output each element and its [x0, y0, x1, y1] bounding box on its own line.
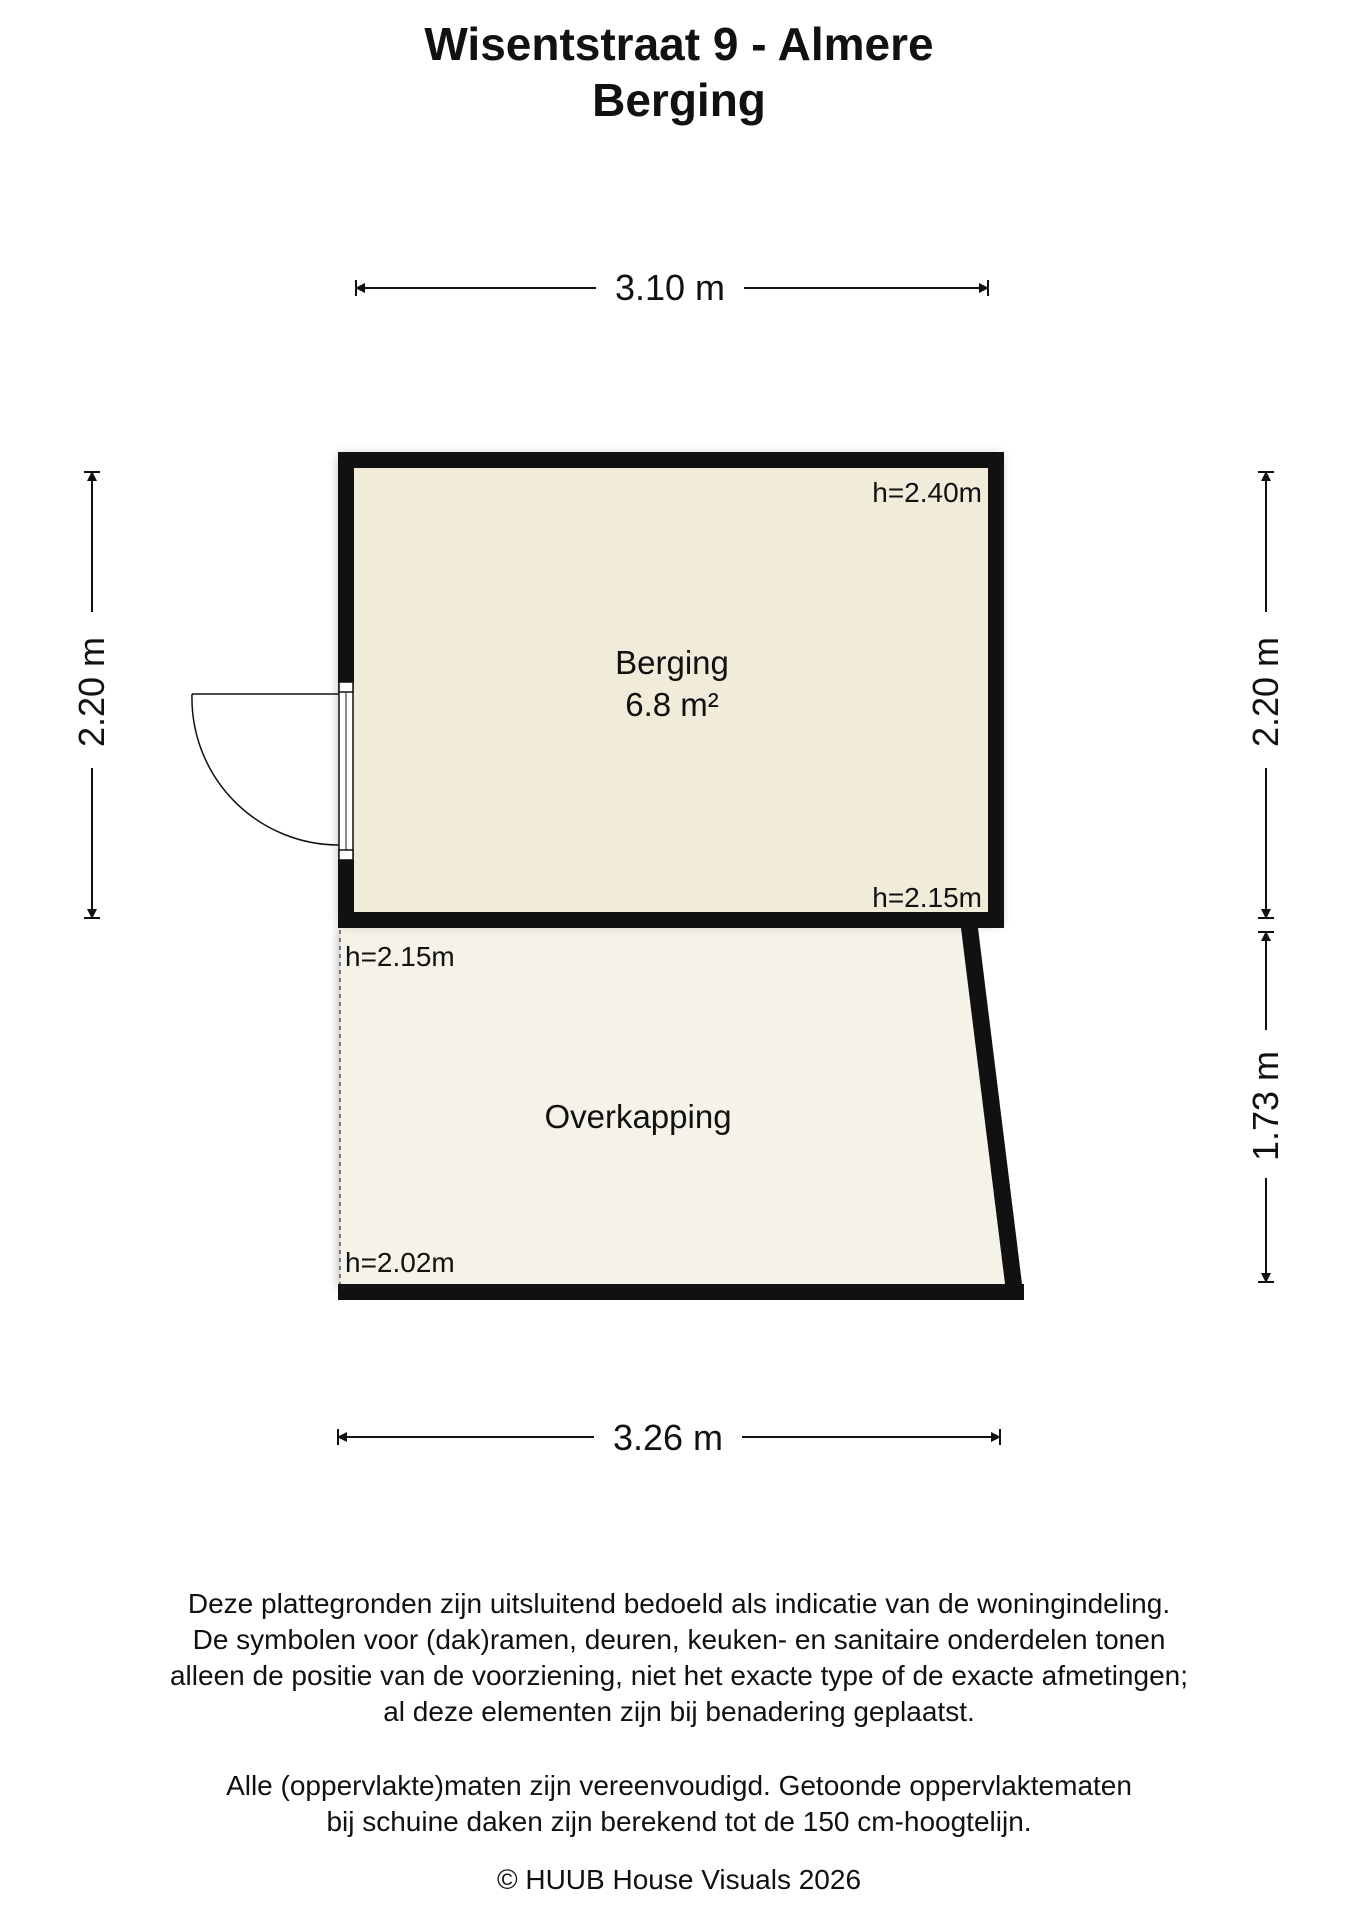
door-swing-icon	[192, 694, 339, 845]
room-area-berging: 6.8 m²	[625, 686, 719, 723]
dimension-bottom-label: 3.26 m	[612, 1417, 724, 1458]
dimension-right-lower-label: 1.73 m	[1245, 1050, 1286, 1162]
title-address: Wisentstraat 9 - Almere	[424, 18, 934, 70]
height-label-berging-bottom: h=2.15m	[872, 882, 982, 913]
title-floor: Berging	[592, 74, 766, 126]
room-label-berging: Berging	[615, 644, 729, 681]
height-label-overkapping-top: h=2.15m	[345, 941, 455, 972]
dimension-top-label: 3.10 m	[614, 267, 726, 308]
copyright-text: © HUUB House Visuals 2026	[496, 1864, 862, 1895]
copyright	[0, 1862, 1358, 1898]
area-note-line: Alle (oppervlakte)maten zijn vereenvoudigd. Getoonde oppervlaktematen	[226, 1770, 1132, 1801]
height-label-berging-top: h=2.40m	[872, 477, 982, 508]
room-label-overkapping: Overkapping	[544, 1098, 732, 1135]
area-note	[0, 1768, 1358, 1840]
dimension-left-label: 2.20 m	[71, 636, 112, 748]
disclaimer-line: De symbolen voor (dak)ramen, deuren, keuken- en sanitaire onderdelen tonen	[192, 1624, 1166, 1655]
disclaimer	[0, 1586, 1358, 1730]
disclaimer-line: alleen de positie van de voorziening, niet het exacte type of de exacte afmetingen;	[169, 1660, 1188, 1691]
dimension-right-upper-label: 2.20 m	[1245, 636, 1286, 748]
height-label-overkapping-bottom: h=2.02m	[345, 1247, 455, 1278]
disclaimer-line: al deze elementen zijn bij benadering geplaatst.	[383, 1696, 975, 1727]
area-note-line: bij schuine daken zijn berekend tot de 150 cm-hoogtelijn.	[326, 1806, 1032, 1837]
overkapping-bottom-wall	[338, 1284, 1024, 1300]
door-opening	[339, 682, 353, 860]
disclaimer-line: Deze plattegronden zijn uitsluitend bedoeld als indicatie van de woningindeling.	[187, 1588, 1171, 1619]
